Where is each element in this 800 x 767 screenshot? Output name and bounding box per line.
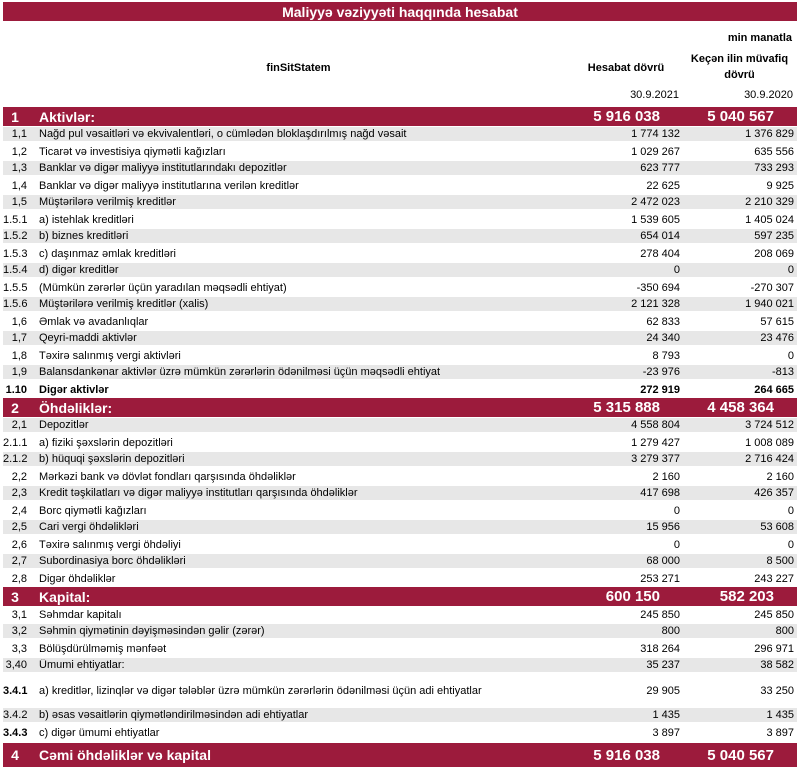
row-index: 2.1.1 bbox=[3, 436, 28, 449]
row-label: Borc qiymətli kağızları bbox=[39, 504, 147, 517]
row-value-current: 1 029 267 bbox=[631, 145, 680, 158]
row-index: 1,3 bbox=[11, 162, 27, 174]
table-row bbox=[3, 126, 797, 143]
row-index: 2,6 bbox=[11, 538, 27, 551]
row-label: Depozitlər bbox=[39, 419, 89, 431]
row-index: 3.4.3 bbox=[3, 726, 28, 739]
row-label: Banklar və digər maliyyə institutlarındakı depozitlər bbox=[39, 162, 287, 174]
row-label: Təxirə salınmış vergi öhdəliyi bbox=[39, 538, 181, 551]
row-label: a) fiziki şəxslərin depozitləri bbox=[39, 436, 173, 449]
row-value-current: 0 bbox=[673, 264, 680, 276]
row-value-prior: 9 925 bbox=[766, 179, 794, 192]
table-row bbox=[3, 502, 797, 519]
row-value-current: 417 698 bbox=[640, 487, 680, 499]
row-label: Ticarət və investisiya qiymətli kağızları bbox=[39, 145, 226, 158]
row-value-prior: 0 bbox=[787, 538, 794, 551]
row-label: Müştərilərə verilmiş kreditlər bbox=[39, 196, 176, 208]
row-value-prior: 0 bbox=[787, 349, 794, 362]
row-value-prior: 2 716 424 bbox=[745, 453, 794, 465]
table-row bbox=[3, 245, 797, 262]
row-value-current: 318 264 bbox=[640, 642, 680, 655]
section-header-row bbox=[3, 743, 797, 767]
form-code: finSitStatem bbox=[266, 62, 331, 74]
row-index: 1.5.3 bbox=[3, 247, 28, 260]
statement-table-body bbox=[3, 107, 797, 767]
table-row bbox=[3, 211, 797, 228]
row-label: Təxirə salınmış vergi aktivləri bbox=[39, 349, 181, 362]
row-value-prior: 635 556 bbox=[754, 145, 794, 158]
row-value-current: 0 bbox=[673, 538, 680, 551]
row-value-current: 3 897 bbox=[652, 726, 680, 739]
row-value-current: 1 539 605 bbox=[631, 213, 680, 226]
row-index: 2,4 bbox=[11, 504, 27, 517]
row-label: d) digər kreditlər bbox=[39, 264, 119, 276]
table-row bbox=[3, 519, 797, 536]
table-row bbox=[3, 434, 797, 451]
row-index: 1.5.2 bbox=[3, 230, 28, 242]
table-row bbox=[3, 279, 797, 296]
row-label: a) kreditlər, lizinqlər və digər tələblər üzrə mümkün zərərlərin ödənilməsi üçün adi ehtiyatlar bbox=[39, 684, 482, 697]
row-value-prior: 3 724 512 bbox=[745, 419, 794, 431]
row-index: 1,5 bbox=[11, 196, 27, 208]
row-index: 2,3 bbox=[11, 487, 27, 499]
table-row bbox=[3, 724, 797, 741]
current-period-header: Hesabat dövrü bbox=[587, 62, 665, 74]
row-index: 1.10 bbox=[5, 383, 27, 396]
unit-note: min manatla bbox=[727, 32, 792, 44]
table-row bbox=[3, 417, 797, 434]
row-index: 2,8 bbox=[11, 572, 27, 585]
row-value-prior: 800 bbox=[775, 625, 794, 637]
row-value-prior: 38 582 bbox=[760, 659, 794, 671]
row-value-prior: 2 210 329 bbox=[745, 196, 794, 208]
row-index: 2,1 bbox=[11, 419, 27, 431]
row-label: Ümumi ehtiyatlar: bbox=[39, 659, 125, 671]
row-label: Cari vergi öhdəlikləri bbox=[39, 521, 139, 533]
table-row bbox=[3, 553, 797, 570]
row-label: a) istehlak kreditləri bbox=[39, 213, 134, 226]
row-value-current: 654 014 bbox=[640, 230, 680, 242]
table-row bbox=[3, 570, 797, 587]
table-row bbox=[3, 640, 797, 657]
row-index: 1.5.4 bbox=[3, 264, 28, 276]
section-index: 1 bbox=[11, 108, 19, 125]
row-value-prior: -270 307 bbox=[750, 281, 794, 294]
row-value-prior: 264 665 bbox=[754, 383, 794, 396]
row-value-current: 278 404 bbox=[640, 247, 680, 260]
row-value-current: 245 850 bbox=[640, 608, 680, 621]
table-row bbox=[3, 623, 797, 640]
row-index: 1,2 bbox=[11, 145, 27, 158]
table-row bbox=[3, 143, 797, 160]
row-value-current: 22 625 bbox=[646, 179, 680, 192]
table-row bbox=[3, 468, 797, 485]
row-label: Müştərilərə verilmiş kreditlər (xalis) bbox=[39, 298, 209, 310]
row-value-prior: 1 405 024 bbox=[745, 213, 794, 226]
row-label: Balansdankənar aktivlər üzrə mümkün zərərlərin ödənilməsi üçün məqsədli ehtiyat bbox=[39, 366, 441, 378]
row-value-current: 2 160 bbox=[652, 470, 680, 483]
row-label: Qeyri-maddi aktivlər bbox=[39, 332, 137, 344]
section-header-row bbox=[3, 398, 797, 417]
section-label: Kapital: bbox=[39, 588, 91, 605]
row-value-prior: 1 376 829 bbox=[745, 128, 794, 140]
row-value-current: 8 793 bbox=[652, 349, 680, 362]
row-index: 1,4 bbox=[11, 179, 27, 192]
row-value-prior: 3 897 bbox=[766, 726, 794, 739]
table-row bbox=[3, 194, 797, 211]
row-label: Kredit təşkilatları və digər maliyyə institutları qarşısında öhdəliklər bbox=[39, 487, 358, 499]
section-value-current: 5 315 888 bbox=[593, 399, 660, 416]
row-index: 3,3 bbox=[11, 642, 27, 655]
row-label: Mərkəzi bank və dövlət fondları qarşısında öhdəliklər bbox=[39, 470, 296, 483]
row-value-current: 1 774 132 bbox=[631, 128, 680, 140]
row-value-prior: 243 227 bbox=[754, 572, 794, 585]
row-label: b) əsas vəsaitlərin qiymətləndirilməsindən adi ehtiyatlar bbox=[39, 709, 309, 721]
section-value-prior: 5 040 567 bbox=[707, 108, 774, 125]
table-row bbox=[3, 364, 797, 381]
row-value-prior: 208 069 bbox=[754, 247, 794, 260]
table-row bbox=[3, 536, 797, 553]
row-value-current: -23 976 bbox=[642, 366, 680, 378]
table-row bbox=[3, 606, 797, 623]
row-index: 1,7 bbox=[11, 332, 27, 344]
section-label: Öhdəliklər: bbox=[39, 399, 113, 416]
row-label: Nağd pul vəsaitləri və ekvivalentləri, o cümlədən bloklaşdırılmış nağd vəsait bbox=[39, 128, 407, 140]
row-value-prior: 53 608 bbox=[760, 521, 794, 533]
row-label: b) hüquqi şəxslərin depozitləri bbox=[39, 453, 185, 465]
row-label: Banklar və digər maliyyə institutlarına verilən kreditlər bbox=[39, 179, 299, 192]
row-index: 2.1.2 bbox=[3, 453, 28, 465]
section-index: 2 bbox=[11, 399, 19, 416]
row-value-current: 623 777 bbox=[640, 162, 680, 174]
row-value-current: 62 833 bbox=[646, 315, 680, 328]
row-value-prior: 597 235 bbox=[754, 230, 794, 242]
row-label: Bölüşdürülməmiş mənfəət bbox=[39, 642, 167, 655]
table-row bbox=[3, 381, 797, 398]
table-row bbox=[3, 485, 797, 502]
row-value-prior: 2 160 bbox=[766, 470, 794, 483]
table-row bbox=[3, 347, 797, 364]
row-index: 2,2 bbox=[11, 470, 27, 483]
row-index: 3.4.2 bbox=[3, 709, 28, 721]
row-index: 1.5.1 bbox=[3, 213, 28, 226]
table-row bbox=[3, 228, 797, 245]
row-label: Digər aktivlər bbox=[39, 383, 109, 396]
row-value-prior: 23 476 bbox=[760, 332, 794, 344]
table-row bbox=[3, 451, 797, 468]
report-title: Maliyyə vəziyyəti haqqında hesabat bbox=[282, 3, 518, 20]
table-row bbox=[3, 296, 797, 313]
row-label: Səhmin qiymətinin dəyişməsindən gəlir (zərər) bbox=[39, 625, 265, 637]
prior-period-date: 30.9.2020 bbox=[744, 89, 793, 101]
row-index: 1,1 bbox=[11, 128, 27, 140]
row-value-prior: 733 293 bbox=[754, 162, 794, 174]
row-value-prior: 1 940 021 bbox=[745, 298, 794, 310]
row-value-prior: 33 250 bbox=[760, 684, 794, 697]
section-header-row bbox=[3, 107, 797, 126]
row-value-prior: 0 bbox=[787, 264, 794, 276]
section-index: 4 bbox=[11, 747, 19, 763]
row-index: 3,2 bbox=[11, 625, 27, 637]
row-index: 1,6 bbox=[11, 315, 27, 328]
section-label: Aktivlər: bbox=[39, 108, 96, 125]
table-row bbox=[3, 674, 797, 707]
section-label: Cəmi öhdəliklər və kapital bbox=[39, 747, 211, 763]
section-index: 3 bbox=[11, 588, 19, 605]
row-value-current: 4 558 804 bbox=[631, 419, 680, 431]
section-value-prior: 5 040 567 bbox=[707, 746, 774, 764]
current-period-date: 30.9.2021 bbox=[630, 89, 679, 101]
table-row bbox=[3, 313, 797, 330]
row-index: 1.5.6 bbox=[3, 298, 28, 310]
row-value-current: 253 271 bbox=[640, 572, 680, 585]
row-value-current: 68 000 bbox=[646, 555, 680, 567]
report-title-bar bbox=[3, 2, 797, 21]
row-value-current: 2 121 328 bbox=[631, 298, 680, 310]
row-index: 1,9 bbox=[11, 366, 27, 378]
row-value-current: 1 279 427 bbox=[631, 436, 680, 449]
table-row bbox=[3, 707, 797, 724]
row-value-current: 0 bbox=[673, 504, 680, 517]
row-label: c) digər ümumi ehtiyatlar bbox=[39, 726, 160, 739]
row-value-prior: 0 bbox=[787, 504, 794, 517]
row-label: Subordinasiya borc öhdəlikləri bbox=[39, 555, 186, 567]
row-label: Əmlak və avadanlıqlar bbox=[39, 315, 149, 328]
row-value-prior: 426 357 bbox=[754, 487, 794, 499]
row-value-current: -350 694 bbox=[636, 281, 680, 294]
table-row bbox=[3, 657, 797, 674]
row-label: c) daşınmaz əmlak kreditləri bbox=[39, 247, 176, 260]
table-row bbox=[3, 160, 797, 177]
row-value-current: 24 340 bbox=[646, 332, 680, 344]
row-value-current: 272 919 bbox=[640, 383, 680, 396]
column-header-row bbox=[3, 50, 797, 86]
row-value-prior: 296 971 bbox=[754, 642, 794, 655]
row-index: 3.4.1 bbox=[3, 684, 28, 697]
prior-period-header: Keçən ilin müvafiq dövrü bbox=[690, 53, 789, 81]
row-label: Səhmdar kapitalı bbox=[39, 608, 122, 621]
section-header-row bbox=[3, 587, 797, 606]
row-value-current: 2 472 023 bbox=[631, 196, 680, 208]
table-row bbox=[3, 330, 797, 347]
row-value-current: 3 279 377 bbox=[631, 453, 680, 465]
row-value-current: 1 435 bbox=[652, 709, 680, 721]
row-value-current: 35 237 bbox=[646, 659, 680, 671]
table-row bbox=[3, 262, 797, 279]
row-value-current: 29 905 bbox=[646, 684, 680, 697]
row-value-prior: 245 850 bbox=[754, 608, 794, 621]
row-value-prior: 1 008 089 bbox=[745, 436, 794, 449]
row-index: 3,40 bbox=[5, 659, 27, 671]
table-row bbox=[3, 177, 797, 194]
row-value-prior: 57 615 bbox=[760, 315, 794, 328]
section-value-current: 5 916 038 bbox=[593, 746, 660, 764]
date-row bbox=[3, 86, 797, 104]
row-value-current: 15 956 bbox=[646, 521, 680, 533]
row-index: 2,7 bbox=[11, 555, 27, 567]
row-index: 1.5.5 bbox=[3, 281, 28, 294]
row-label: b) biznes kreditləri bbox=[39, 230, 129, 242]
row-value-current: 800 bbox=[661, 625, 680, 637]
row-value-prior: 1 435 bbox=[766, 709, 794, 721]
row-index: 1,8 bbox=[11, 349, 27, 362]
row-label: Digər öhdəliklər bbox=[39, 572, 116, 585]
row-value-prior: 8 500 bbox=[766, 555, 794, 567]
row-index: 3,1 bbox=[11, 608, 27, 621]
section-value-current: 600 150 bbox=[605, 588, 660, 605]
section-value-prior: 582 203 bbox=[719, 588, 774, 605]
row-value-prior: -813 bbox=[771, 366, 794, 378]
row-label: (Mümkün zərərlər üçün yaradılan məqsədli ehtiyat) bbox=[39, 281, 287, 294]
section-value-current: 5 916 038 bbox=[593, 108, 660, 125]
row-index: 2,5 bbox=[11, 521, 27, 533]
section-value-prior: 4 458 364 bbox=[707, 399, 774, 416]
